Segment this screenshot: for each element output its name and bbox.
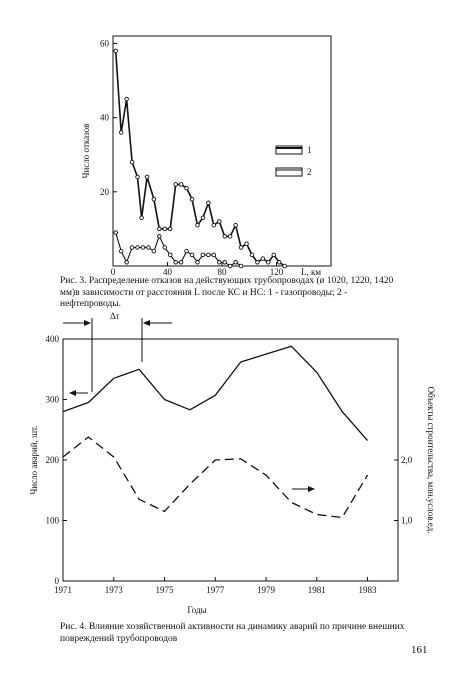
chart2-x-ticks (54, 577, 377, 595)
x-tick-label: 0 (110, 267, 116, 277)
series-1-point (207, 201, 211, 205)
series-1-point (196, 223, 200, 227)
figure4-caption: Рис. 4. Влияние хозяйственной активности на динамику аварий по причине внешних повреждений трубопроводов (60, 622, 405, 644)
series-1-point (145, 175, 149, 179)
chart1-frame (113, 36, 331, 266)
x-tick-label: 1973 (104, 585, 123, 595)
series-1-point (168, 227, 172, 231)
series-2-point (152, 249, 156, 253)
chart1-ylabel: Число отказов (81, 123, 91, 179)
series-1-point (119, 131, 123, 135)
series-solid-line (63, 346, 368, 440)
chart2-ylabel: Число аварий, шт. (29, 425, 39, 495)
y-tick-label: 20 (100, 186, 109, 197)
chart1-legend (276, 145, 312, 177)
series-2-point (228, 264, 232, 268)
series-1-point (152, 197, 156, 201)
series-2-point (119, 249, 123, 253)
chart2-series (63, 346, 368, 517)
chart2-y-ticks (46, 334, 68, 586)
series-1-point (163, 227, 167, 231)
series-1-point (179, 183, 183, 187)
x-tick-label: 120 (269, 267, 284, 277)
series-1-point (223, 235, 227, 239)
series-2-point (141, 246, 145, 250)
y-tick-label: 0 (54, 576, 59, 586)
series-2-point (130, 246, 134, 250)
series-2-point (147, 246, 151, 250)
legend-label-2: 2 (307, 167, 312, 177)
series-1-point (185, 186, 189, 190)
chart1 (81, 36, 331, 277)
y-tick-label: 400 (45, 334, 59, 344)
series-1-point (140, 216, 144, 220)
y-tick-label: 200 (45, 455, 59, 465)
series-2-point (239, 264, 243, 268)
x-tick-label: 1975 (155, 585, 174, 595)
series-1-point (234, 223, 238, 227)
series-1-point (114, 49, 118, 53)
x-tick-label: 40 (163, 267, 172, 277)
series-2-point (196, 260, 200, 264)
legend-label-1: 1 (307, 145, 312, 155)
series-2-point (163, 246, 167, 250)
series-2-point (212, 253, 216, 257)
series-1-point (174, 183, 178, 187)
chart2-y2-ticks (394, 455, 413, 526)
series-2-point (125, 260, 129, 264)
series-2-point (190, 253, 194, 257)
series-2-point (158, 235, 162, 239)
series-2-line (116, 233, 241, 266)
y2-tick-label: 2,0 (401, 455, 413, 465)
chart2-xlabel: Годы (187, 605, 207, 615)
series-2-point (174, 260, 178, 264)
series-2-point (168, 253, 172, 257)
series-2-point (185, 249, 189, 253)
series-2-point (136, 246, 140, 250)
figure3-caption: Рис. 3. Распределение отказов на действующих трубопроводах (ø 1020, 1220, 1420 мм)в зависимости от расстояния L после КС и НС: 1 - газопроводы; 2 - нефтепроводы. (60, 276, 394, 309)
x-tick-label: 1981 (307, 585, 326, 595)
series-1-point (228, 235, 232, 239)
y-tick-label: 100 (45, 515, 59, 526)
series-1-point (136, 175, 140, 179)
series-1-point (272, 253, 276, 257)
series-1-point (201, 216, 205, 220)
series-2-point (179, 260, 183, 264)
y-tick-label: 300 (45, 394, 59, 405)
chart1-xlabel: L, км (301, 267, 322, 277)
series-2-point (223, 260, 227, 264)
series-1-point (256, 260, 260, 264)
series-1-point (158, 227, 162, 231)
series-1-point (125, 97, 129, 101)
series-1-point (277, 260, 281, 264)
series-1-point (267, 260, 271, 264)
y-tick-label: 60 (100, 38, 109, 49)
series-2-point (217, 260, 221, 264)
series-2-point (207, 253, 211, 257)
chart2 (29, 311, 436, 615)
x-tick-label: 1977 (206, 585, 225, 595)
delta-tau-annotation (63, 311, 172, 392)
series-dashed-line (63, 437, 368, 518)
series-1-point (190, 197, 194, 201)
series-1-point (212, 223, 216, 227)
x-tick-label: 1983 (358, 585, 377, 595)
series-2-point (234, 260, 238, 264)
legend-swatch-2 (276, 168, 302, 176)
y2-tick-label: 1,0 (401, 515, 413, 526)
series-1-point (217, 220, 221, 224)
series-1-line (116, 51, 285, 266)
chart1-y-ticks (100, 38, 117, 196)
series-1-point (245, 242, 249, 246)
x-tick-label: 80 (217, 267, 227, 277)
series-1-point (130, 160, 134, 164)
series-2-point (201, 253, 205, 257)
series-1-point (239, 246, 243, 250)
x-tick-label: 1979 (257, 585, 276, 595)
series-1-point (261, 257, 265, 261)
x-tick-label: 1971 (54, 585, 72, 595)
page-number: 161 (411, 644, 428, 656)
delta-tau-label: Δτ (110, 311, 120, 321)
series-1-point (283, 264, 287, 268)
chart1-series (114, 49, 287, 268)
series-2-point (114, 231, 118, 235)
chart2-y2label: Объекты строительства, млн.услов.ед. (426, 386, 436, 534)
y-tick-label: 40 (100, 112, 109, 123)
series-1-point (250, 253, 254, 257)
